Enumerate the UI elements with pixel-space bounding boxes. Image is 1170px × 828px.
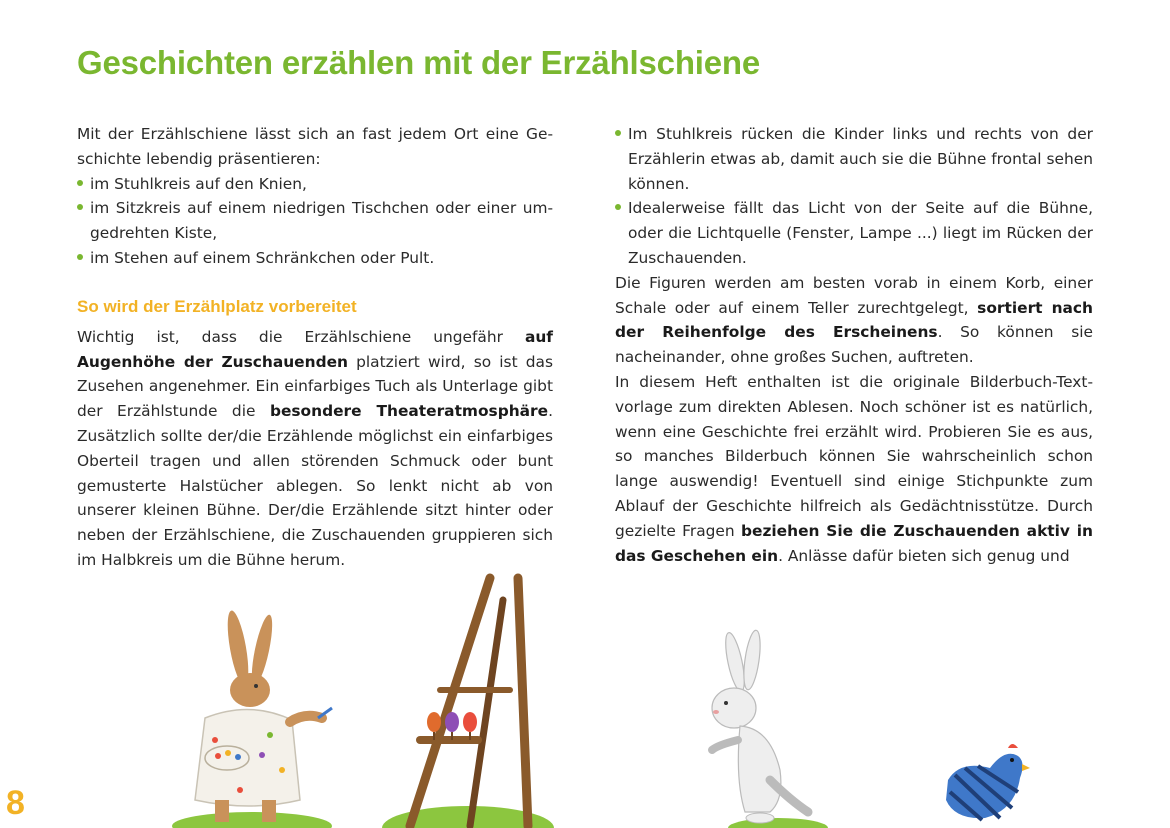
bullet-item: Im Stuhlkreis rücken die Kinder links und rechts von der Erzählerin etwas ab, damit auch sie die Bühne frontal sehen können. [615, 122, 1093, 196]
section-subheading: So wird der Erzählplatz vorbereitet [77, 296, 357, 316]
page-title: Geschichten erzählen mit der Erzählschiene [77, 44, 761, 81]
body-paragraph: In diesem Heft enthalten ist die originale Bilderbuch-Textvorlage zum direkten Ablesen. Noch schöner ist es natürlich, wenn eine Geschichte frei erzählt wird. Probieren Sie es aus, so manches Bilderbuch können Sie wahrscheinlich schon lange auswendig! Eventuell sind einige Stichpunkte zum Ablauf der Geschichte hilfreich als Gedächtnisstütze. Durch gezielte Fragen beziehen Sie die Zuschauenden aktiv in das Geschehen ein. Anlässe dafür bieten sich genug und [615, 372, 1093, 565]
easel-with-eggs-illustration [382, 578, 554, 828]
intro-paragraph: Mit der Erzählschiene lässt sich an fast jedem Ort eine Geschichte lebendig präsentieren: [77, 125, 553, 168]
page-number: 8 [6, 784, 25, 822]
bullet-item: Idealerweise fällt das Licht von der Seite auf die Bühne, oder die Lichtquelle (Fenster, Lampe ...) liegt im Rücken der Zuschauenden. [615, 196, 1093, 270]
striped-hen-illustration [946, 744, 1030, 820]
body-paragraph: Die Figuren werden am besten vorab in einem Korb, einer Schale oder auf einem Teller zurechtgelegt, sortiert nach der Reihenfolge des Erscheinens. So können sie nacheinander, ohne großes Suchen, auftreten. [615, 273, 1094, 367]
bullet-item: im Stuhlkreis auf den Knien, [77, 172, 553, 197]
bullet-item: im Stehen auf einem Schränkchen oder Pult. [77, 246, 553, 271]
white-bunny-illustration [712, 629, 828, 828]
bullet-item: im Sitzkreis auf einem niedrigen Tischchen oder einer umgedrehten Kiste, [77, 196, 553, 246]
painting-bunny-illustration [172, 609, 332, 828]
body-paragraph: Wichtig ist, dass die Erzählschiene ungefähr auf Augenhöhe der Zuschauenden platziert wird, so ist das Zusehen angenehmer. Ein einfarbiges Tuch als Unterlage gibt der Erzählstunde die besondere Theateratmosphäre. Zusätzlich sollte der/die Erzählende möglichst ein einfarbiges Oberteil tragen und allen störenden Schmuck oder bunt gemusterte Halstücher ablegen. So lenkt nicht ab von unserer kleinen Bühne. Der/die Erzählende sitzt hinter oder neben der Erzählschiene, die Zuschauenden gruppieren sich im Halbkreis um die Bühne herum. [77, 327, 553, 569]
